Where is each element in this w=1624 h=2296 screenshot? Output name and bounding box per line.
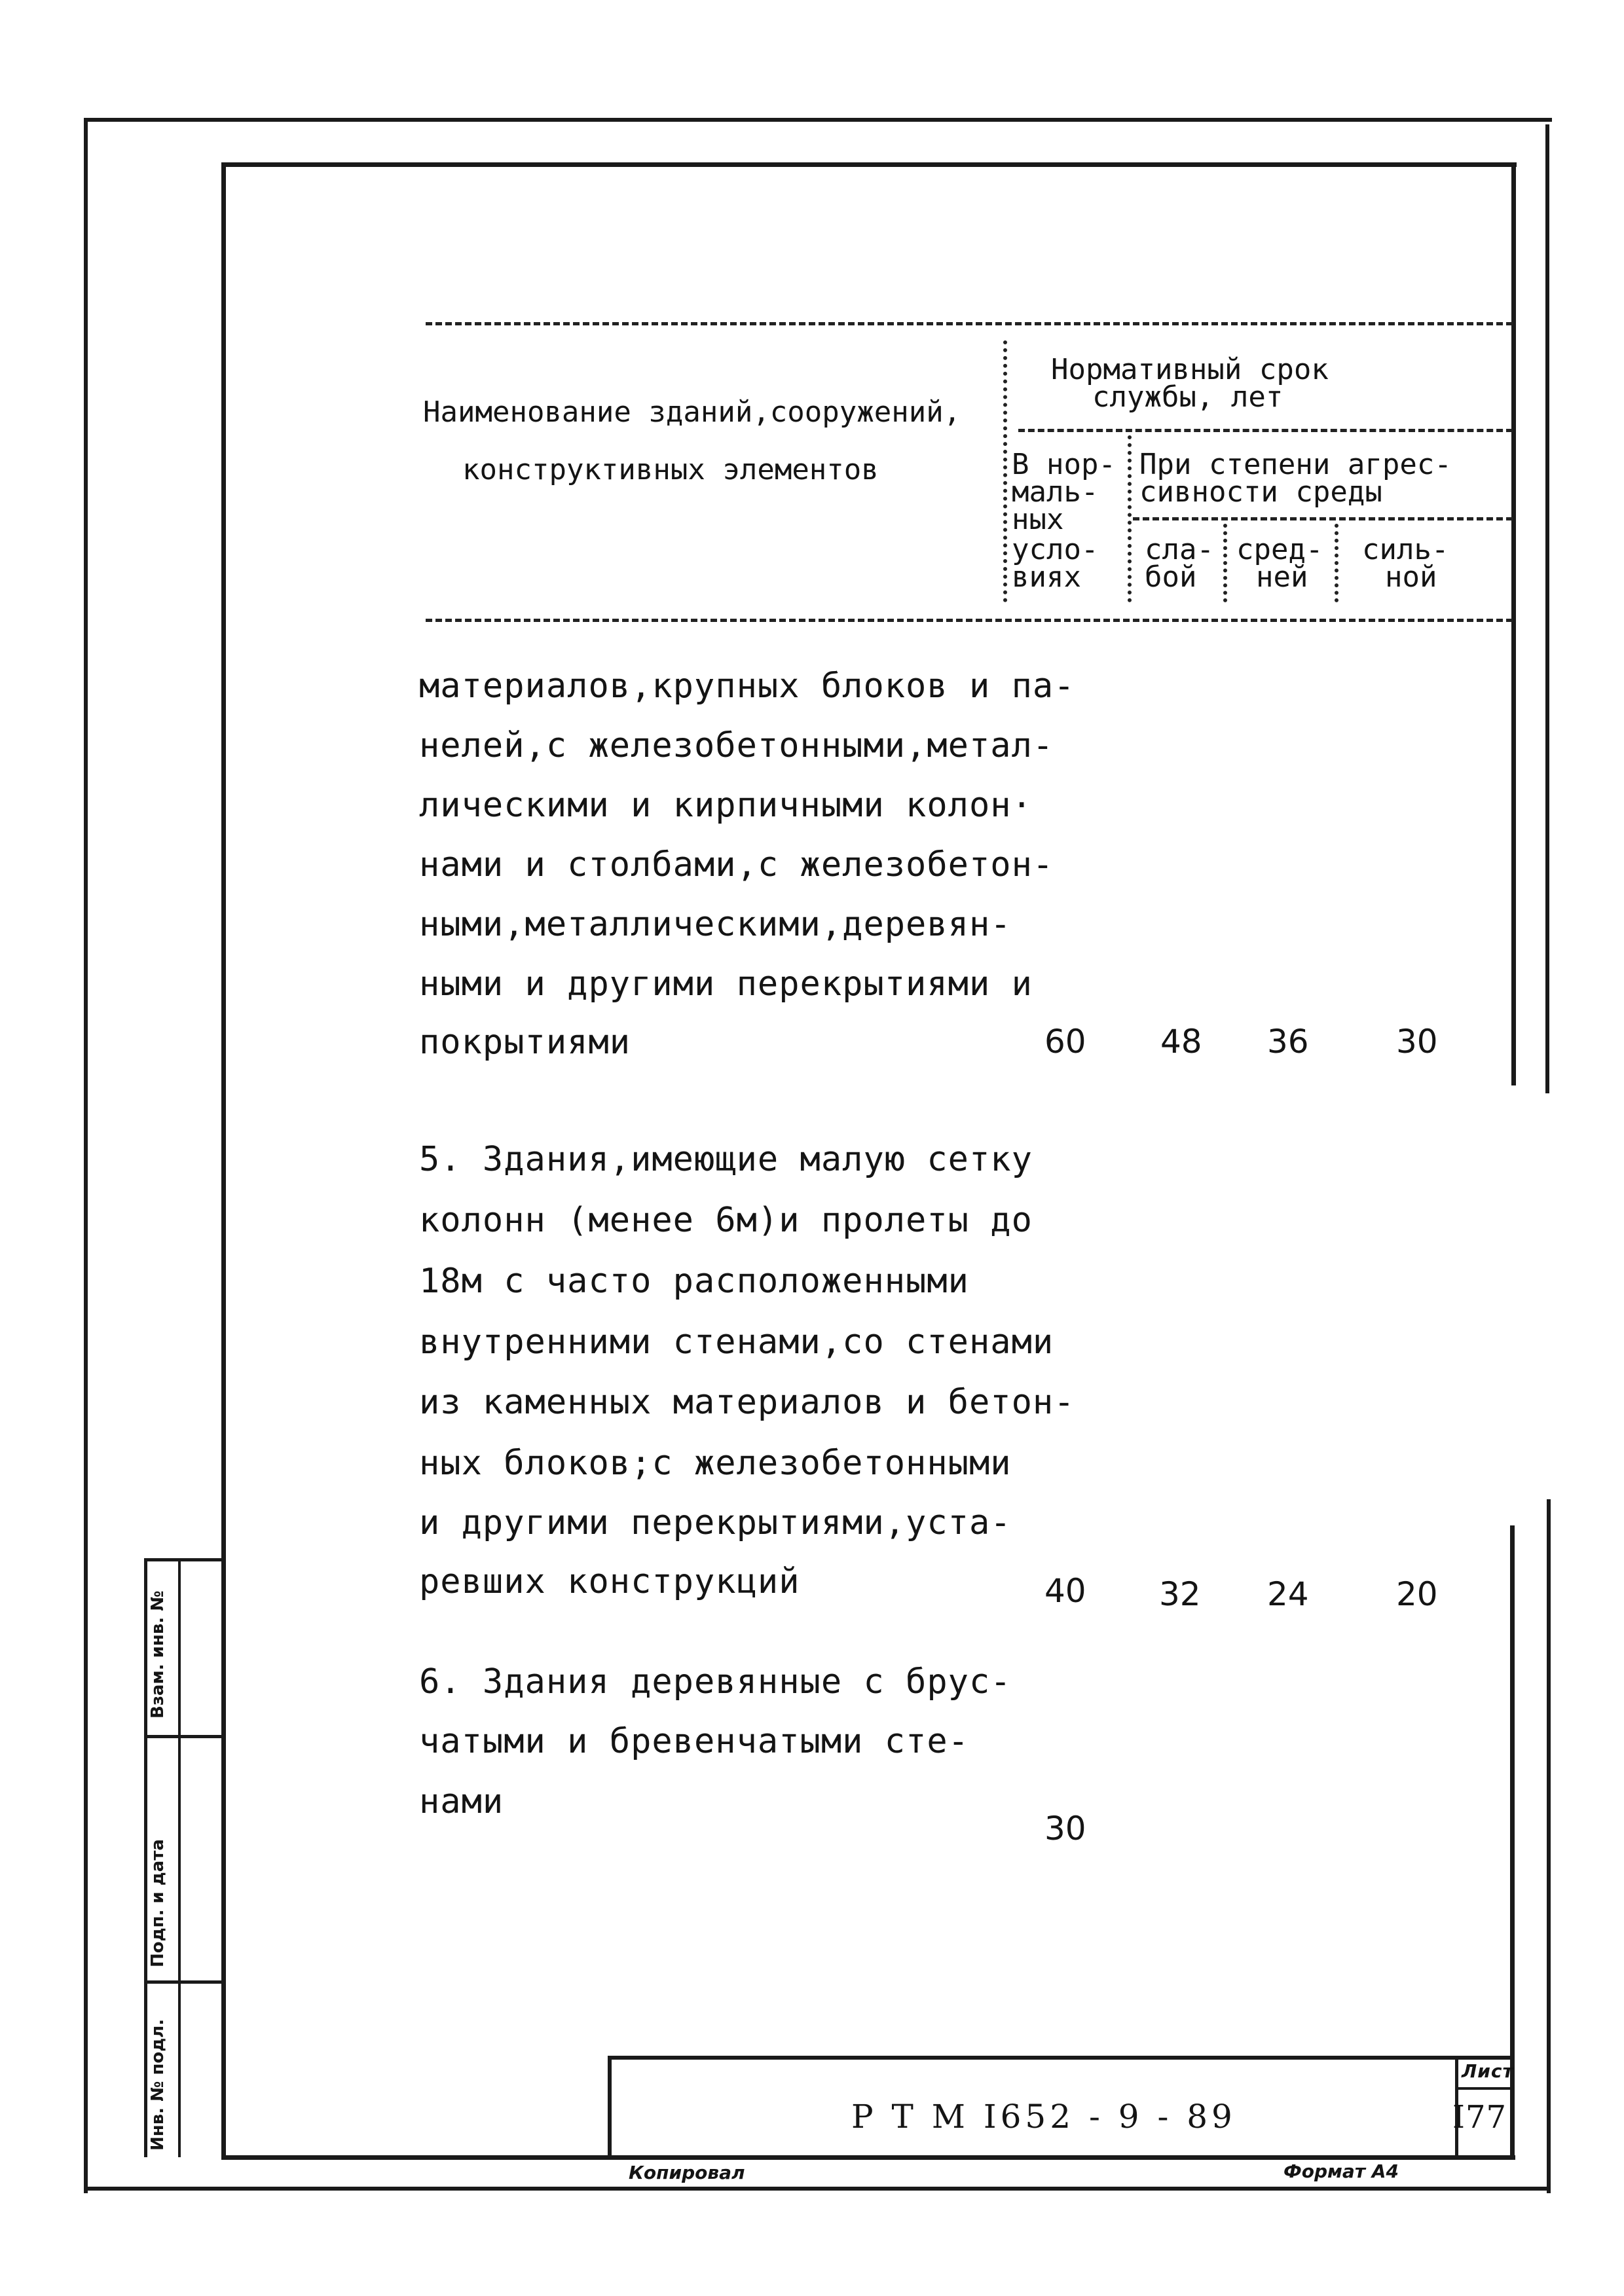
header-name-line1: Наименование зданий,сооружений, — [423, 395, 961, 429]
header-strong-line1: силь- — [1362, 533, 1449, 566]
header-name-line2: конструктивных элементов — [462, 453, 879, 486]
stamp-field-sign-date: Подп. и дата — [148, 1839, 168, 1967]
header-rule-group — [1018, 429, 1513, 432]
inner-frame-right — [1511, 162, 1516, 1085]
header-weak-line2: бой — [1145, 560, 1197, 594]
stamp-field-inv-no: Инв. № подл. — [148, 2018, 168, 2151]
header-group-line1: Нормативный срок — [1051, 353, 1329, 386]
row2-medium-value: 24 — [1267, 1575, 1309, 1613]
header-group-line2: службы, лет — [1092, 380, 1283, 414]
row2-line2: колонн (менее 6м)и пролеты до — [419, 1201, 1033, 1240]
row2-line4: внутренними стенами,со стенами — [419, 1322, 1054, 1362]
header-aggr-line1: При степени агрес- — [1139, 448, 1452, 481]
sheet-number: I77 — [1452, 2099, 1507, 2136]
title-block-top — [609, 2056, 1514, 2060]
row1-normal-value: 60 — [1044, 1023, 1086, 1061]
header-weak-line1: сла- — [1145, 533, 1214, 566]
header-rule-top — [426, 322, 1513, 325]
header-rule-bottom — [426, 619, 1513, 622]
row1-line4: нами и столбами,с железобетон- — [419, 845, 1054, 884]
row1-line6: ными и другими перекрытиями и — [419, 964, 1033, 1004]
row3-line1: 6. Здания деревянные с брус- — [419, 1662, 1012, 1702]
header-normal-line2: маль- — [1012, 475, 1099, 509]
header-medium-line1: сред- — [1236, 533, 1323, 566]
sheet-label: Лист — [1462, 2060, 1514, 2082]
header-normal-line4: усло- — [1012, 533, 1099, 566]
row3-line2: чатыми и бревенчатыми сте- — [419, 1722, 969, 1761]
row1-line3: лическими и кирпичными колон· — [419, 786, 1033, 825]
row2-line5: из каменных материалов и бетон- — [419, 1383, 1075, 1422]
title-block-left — [608, 2056, 612, 2157]
row1-line7: покрытиями — [419, 1023, 631, 1062]
row1-weak-value: 48 — [1160, 1023, 1202, 1061]
outer-frame-top — [85, 118, 1552, 122]
outer-frame-right — [1545, 124, 1549, 1093]
outer-frame-bottom — [85, 2187, 1549, 2191]
row2-line6: ных блоков;с железобетонными — [419, 1444, 1012, 1483]
row3-line3: нами — [419, 1782, 504, 1821]
side-stamp-mid — [178, 1558, 181, 2157]
footer-format: Формат А4 — [1283, 2160, 1399, 2182]
row1-line2: нелей,с железобетонными,метал- — [419, 726, 1054, 765]
side-stamp-div1 — [144, 1735, 224, 1738]
side-stamp-left — [144, 1558, 147, 2157]
inner-frame-left — [221, 162, 226, 2159]
row2-weak-value: 32 — [1159, 1575, 1201, 1613]
header-sep-name — [1003, 340, 1007, 602]
row2-line3: 18м с часто расположенными — [419, 1262, 969, 1301]
header-strong-line2: ной — [1385, 560, 1437, 594]
row1-line1: материалов,крупных блоков и па- — [419, 666, 1075, 706]
outer-frame-left — [84, 118, 88, 2193]
header-sep-normal — [1128, 435, 1132, 602]
header-rule-aggr — [1133, 517, 1513, 520]
row2-line8: ревших конструкций — [419, 1562, 800, 1601]
inner-frame-bottom — [221, 2155, 1515, 2160]
stamp-field-replace-inv: Взам. инв. № — [148, 1590, 168, 1719]
title-block-sheet-label-rule — [1455, 2087, 1514, 2090]
row1-strong-value: 30 — [1396, 1023, 1438, 1061]
doc-code: Р Т М I652 - 9 - 89 — [851, 2098, 1236, 2136]
row1-line5: ными,металлическими,деревян- — [419, 905, 1012, 944]
header-medium-line2: ней — [1256, 560, 1308, 594]
outer-frame-right-lower — [1547, 1499, 1551, 2193]
row2-line7: и другими перекрытиями,уста- — [419, 1503, 1012, 1542]
header-normal-line1: В нор- — [1012, 448, 1116, 481]
row2-line1: 5. Здания,имеющие малую сетку — [419, 1140, 1033, 1179]
row3-normal-value: 30 — [1044, 1810, 1086, 1848]
header-normal-line3: ных — [1012, 503, 1064, 536]
header-normal-line5: виях — [1012, 560, 1081, 594]
side-stamp-div2 — [144, 1980, 224, 1984]
inner-frame-top — [223, 162, 1517, 167]
header-aggr-line2: сивности среды — [1139, 475, 1382, 509]
row2-strong-value: 20 — [1396, 1575, 1438, 1613]
header-sep-weak — [1223, 524, 1227, 602]
row1-medium-value: 36 — [1267, 1023, 1309, 1061]
side-stamp-top — [144, 1558, 224, 1561]
header-sep-medium — [1335, 524, 1338, 602]
row2-normal-value: 40 — [1044, 1572, 1086, 1610]
footer-copied: Копировал — [629, 2162, 745, 2183]
